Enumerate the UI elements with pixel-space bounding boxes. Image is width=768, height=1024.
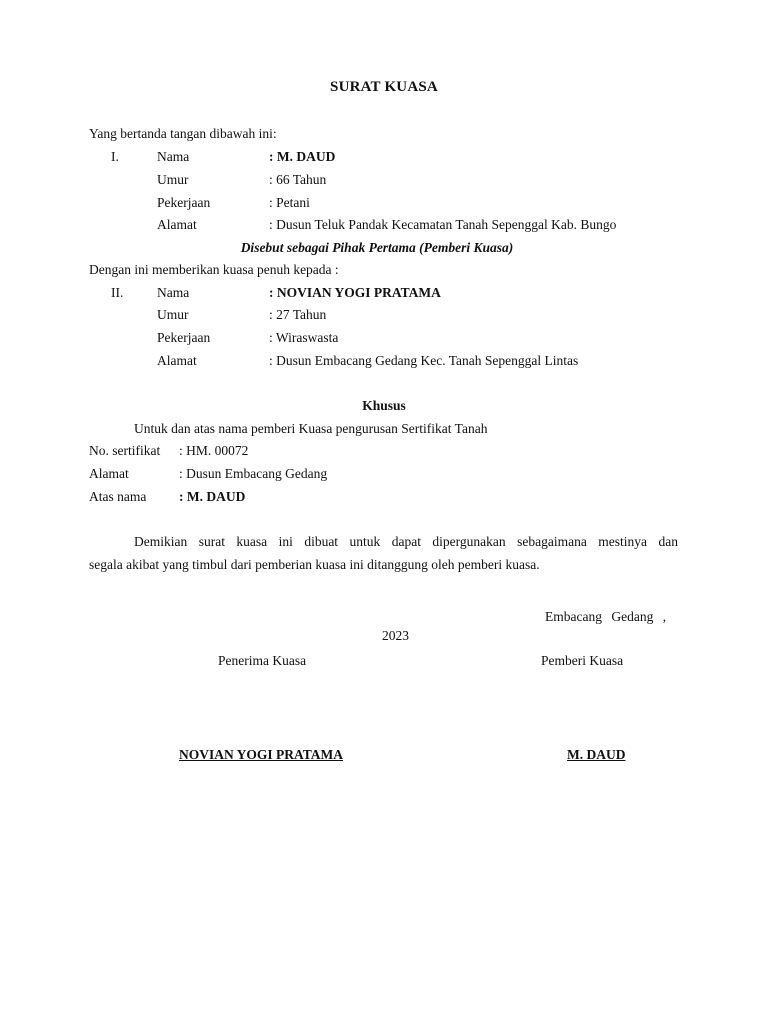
party-two-job-value: : Wiraswasta [269, 330, 339, 345]
party-two-age-value: : 27 Tahun [269, 307, 327, 322]
closing-line-1: Demikian surat kuasa ini dibuat untuk dapat dipergunakan sebagaimana mestinya dan [134, 534, 678, 549]
party-one-designation: Disebut sebagai Pihak Pertama (Pemberi Kuasa) [240, 240, 514, 255]
special-purpose: Untuk dan atas nama pemberi Kuasa pengurusan Sertifikat Tanah [134, 421, 488, 436]
land-address-value: : Dusun Embacang Gedang [179, 466, 328, 481]
land-address-label: Alamat [89, 466, 129, 481]
receiver-label: Penerima Kuasa [218, 653, 307, 668]
party-two-name-label: Nama [157, 285, 190, 300]
intro-text: Yang bertanda tangan dibawah ini: [89, 126, 277, 141]
party-two-numeral: II. [111, 285, 124, 300]
signing-place: Embacang Gedang , [545, 609, 667, 624]
party-one-job-label: Pekerjaan [157, 195, 211, 210]
giver-signature-name: M. DAUD [567, 747, 626, 762]
party-one-numeral: I. [111, 149, 119, 164]
certificate-number-value: : HM. 00072 [179, 443, 249, 458]
giver-label: Pemberi Kuasa [541, 653, 624, 668]
party-two-job-label: Pekerjaan [157, 330, 211, 345]
party-two-name-value: : NOVIAN YOGI PRATAMA [269, 285, 441, 300]
closing-line-2: segala akibat yang timbul dari pemberian kuasa ini ditanggung oleh pemberi kuasa. [89, 557, 540, 572]
party-one-age-value: : 66 Tahun [269, 172, 327, 187]
party-one-address-value: : Dusun Teluk Pandak Kecamatan Tanah Sepenggal Kab. Bungo [269, 217, 617, 232]
party-one-age-label: Umur [157, 172, 189, 187]
party-one-job-value: : Petani [269, 195, 310, 210]
party-two-address-value: : Dusun Embacang Gedang Kec. Tanah Sepenggal Lintas [269, 353, 579, 368]
certificate-number-label: No. sertifikat [89, 443, 161, 458]
party-one-name-value: : M. DAUD [269, 149, 336, 164]
receiver-signature-name: NOVIAN YOGI PRATAMA [179, 747, 343, 762]
party-one-address-label: Alamat [157, 217, 197, 232]
signing-year: 2023 [382, 628, 409, 643]
grant-line: Dengan ini memberikan kuasa penuh kepada : [89, 262, 339, 277]
special-heading: Khusus [362, 398, 406, 413]
owner-name-value: : M. DAUD [179, 489, 246, 504]
party-one-name-label: Nama [157, 149, 190, 164]
document-title: SURAT KUASA [330, 79, 438, 95]
owner-name-label: Atas nama [89, 489, 147, 504]
party-two-age-label: Umur [157, 307, 189, 322]
party-two-address-label: Alamat [157, 353, 197, 368]
